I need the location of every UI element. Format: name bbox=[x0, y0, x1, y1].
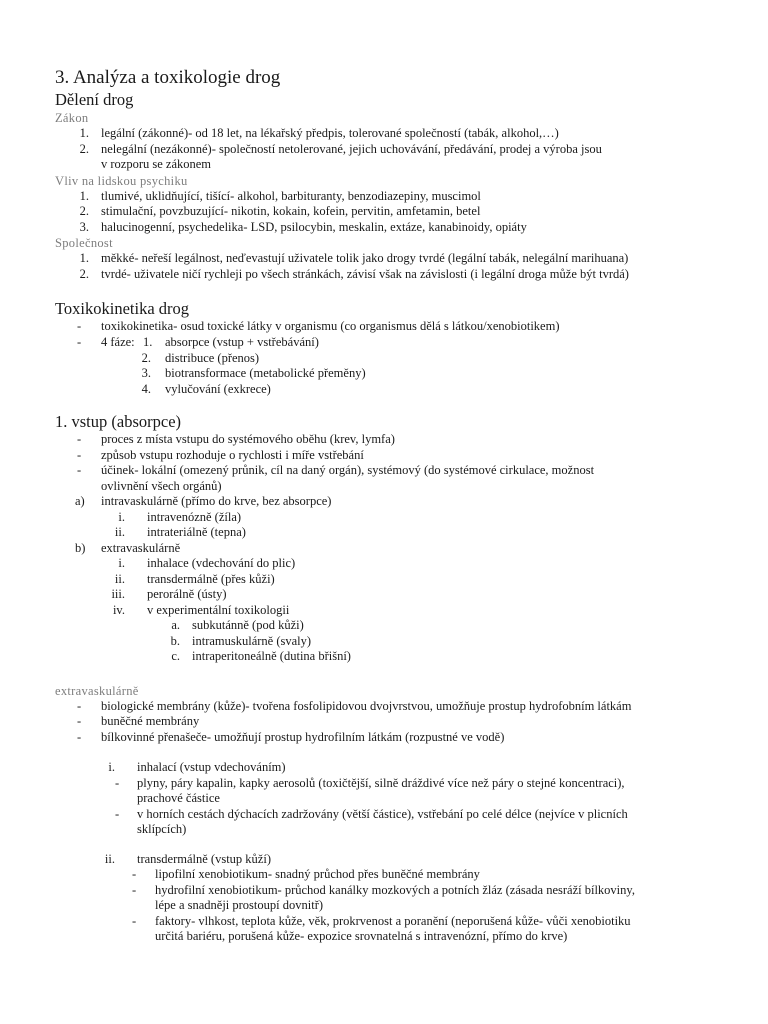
list-item: i. inhalace (vdechování do plic) bbox=[118, 556, 296, 570]
list-item: 1. legální (zákonné)- od 18 let, na lékařský předpis, tolerované společností (tabák, alkohol,…) bbox=[79, 126, 559, 140]
subheading-vliv: Vliv na lidskou psychiku bbox=[55, 173, 188, 188]
list-item: ii. transdermálně (přes kůži) bbox=[114, 571, 275, 586]
list-item: b) extravaskulárně bbox=[75, 540, 181, 555]
list-item: - způsob vstupu rozhoduje o rychlosti i míře vstřebání bbox=[77, 447, 364, 462]
list-item: - hydrofilní xenobiotikum- průchod kanálky mozkových a potních žláz (zásada nesráží bílkoviny, bbox=[132, 882, 635, 897]
list-item: - v horních cestách dýchacích zadržovány (větší částice), vstřebání po celé délce (nejvíce v plicních bbox=[115, 806, 628, 821]
list-item: 2. distribuce (přenos) bbox=[141, 350, 260, 365]
list-item: 3. halucinogenní, psychedelika- LSD, psilocybin, meskalin, extáze, kanabinoidy, opiáty bbox=[79, 219, 527, 234]
list-item: - toxikokinetika- osud toxické látky v organismu (co organismus dělá s látkou/xenobiotikem) bbox=[77, 319, 560, 333]
list-item: ii. intrateriálně (tepna) bbox=[114, 525, 246, 539]
list-item: - účinek- lokální (omezený průnik, cíl na daný orgán), systémový (do systémové cirkulace, možnost bbox=[77, 463, 595, 477]
list-item: - bílkovinné přenašeče- umožňují prostup hydrofilním látkám (rozpustné ve vodě) bbox=[77, 729, 505, 744]
heading-deleni-drog: Dělení drog bbox=[55, 90, 134, 109]
list-item: a) intravaskulárně (přímo do krve, bez absorpce) bbox=[75, 494, 332, 508]
subheading-extravaskularne: extravaskulárně bbox=[55, 683, 139, 698]
list-item: 2. stimulační, povzbuzující- nikotin, kokain, kofein, pervitin, amfetamin, betel bbox=[79, 204, 481, 218]
list-item: a. subkutánně (pod kůži) bbox=[171, 618, 304, 632]
list-item: - 4 fáze: 1. absorpce (vstup + vstřebávání) bbox=[77, 334, 319, 349]
list-item-continuation: určitá bariéru, porušená kůže- expozice srovnatelná s intravenózní, přímo do krve) bbox=[155, 929, 568, 943]
list-item: - plyny, páry kapalin, kapky aerosolů (toxičtější, silně dráždivé více než páry o stejné koncentraci), bbox=[115, 775, 625, 790]
list-item: 2. nelegální (nezákonné)- společností netolerované, jejich uchovávání, předávání, prodej a výroba jsou bbox=[79, 141, 602, 156]
list-item: - lipofilní xenobiotikum- snadný průchod přes buněčné membrány bbox=[132, 867, 480, 881]
list-item: 4. vylučování (exkrece) bbox=[141, 381, 271, 396]
subheading-zakon: Zákon bbox=[55, 111, 89, 125]
list-item: b. intramuskulárně (svaly) bbox=[170, 633, 312, 648]
list-item: iii. perorálně (ústy) bbox=[111, 587, 227, 601]
page-title: 3. Analýza a toxikologie drog bbox=[55, 67, 281, 88]
list-item: - biologické membrány (kůže)- tvořena fosfolipidovou dvojvrstvou, umožňuje prostup hydrofobním látkám bbox=[77, 698, 632, 713]
list-item: - buněčné membrány bbox=[77, 714, 200, 728]
list-item: ii. transdermálně (vstup kůží) bbox=[104, 851, 271, 866]
list-item: 3. biotransformace (metabolické přeměny) bbox=[141, 366, 366, 380]
document-page bbox=[55, 66, 735, 945]
list-item: 1. tlumivé, uklidňující, tišící- alkohol, barbituranty, benzodiazepiny, muscimol bbox=[79, 188, 481, 203]
heading-vstup: 1. vstup (absorpce) bbox=[55, 412, 182, 431]
subheading-spolecnost: Společnost bbox=[55, 236, 113, 250]
list-item: iv. v experimentální toxikologii bbox=[112, 602, 290, 617]
list-item-continuation: lépe a snadněji prostoupí dovnitř) bbox=[155, 898, 324, 912]
list-item: c. intraperitoneálně (dutina břišní) bbox=[171, 649, 351, 663]
list-item: - faktory- vlhkost, teplota kůže, věk, prokrvenost a poranění (neporušená kůže- vůči xenobiotiku bbox=[132, 913, 631, 928]
heading-toxikokinetika: Toxikokinetika drog bbox=[55, 299, 190, 318]
list-item: 2. tvrdé- uživatele ničí rychleji po všech stránkách, závisí však na závislosti (i legální droga může být tvrdá) bbox=[79, 266, 629, 281]
list-item-continuation: prachové částice bbox=[137, 791, 220, 805]
list-item: - proces z místa vstupu do systémového oběhu (krev, lymfa) bbox=[77, 432, 395, 446]
list-item-continuation: v rozporu se zákonem bbox=[101, 157, 212, 171]
list-item: i. inhalací (vstup vdechováním) bbox=[108, 760, 286, 774]
list-item: i. intravenózně (žíla) bbox=[118, 509, 242, 524]
list-item-continuation: ovlivnění všech orgánů) bbox=[101, 478, 222, 493]
list-item: 1. měkké- neřeší legálnost, neďevastují uživatele tolik jako drogy tvrdé (legální tabák, nelegální marihuana) bbox=[79, 251, 629, 265]
list-item-continuation: sklípcích) bbox=[137, 822, 187, 836]
